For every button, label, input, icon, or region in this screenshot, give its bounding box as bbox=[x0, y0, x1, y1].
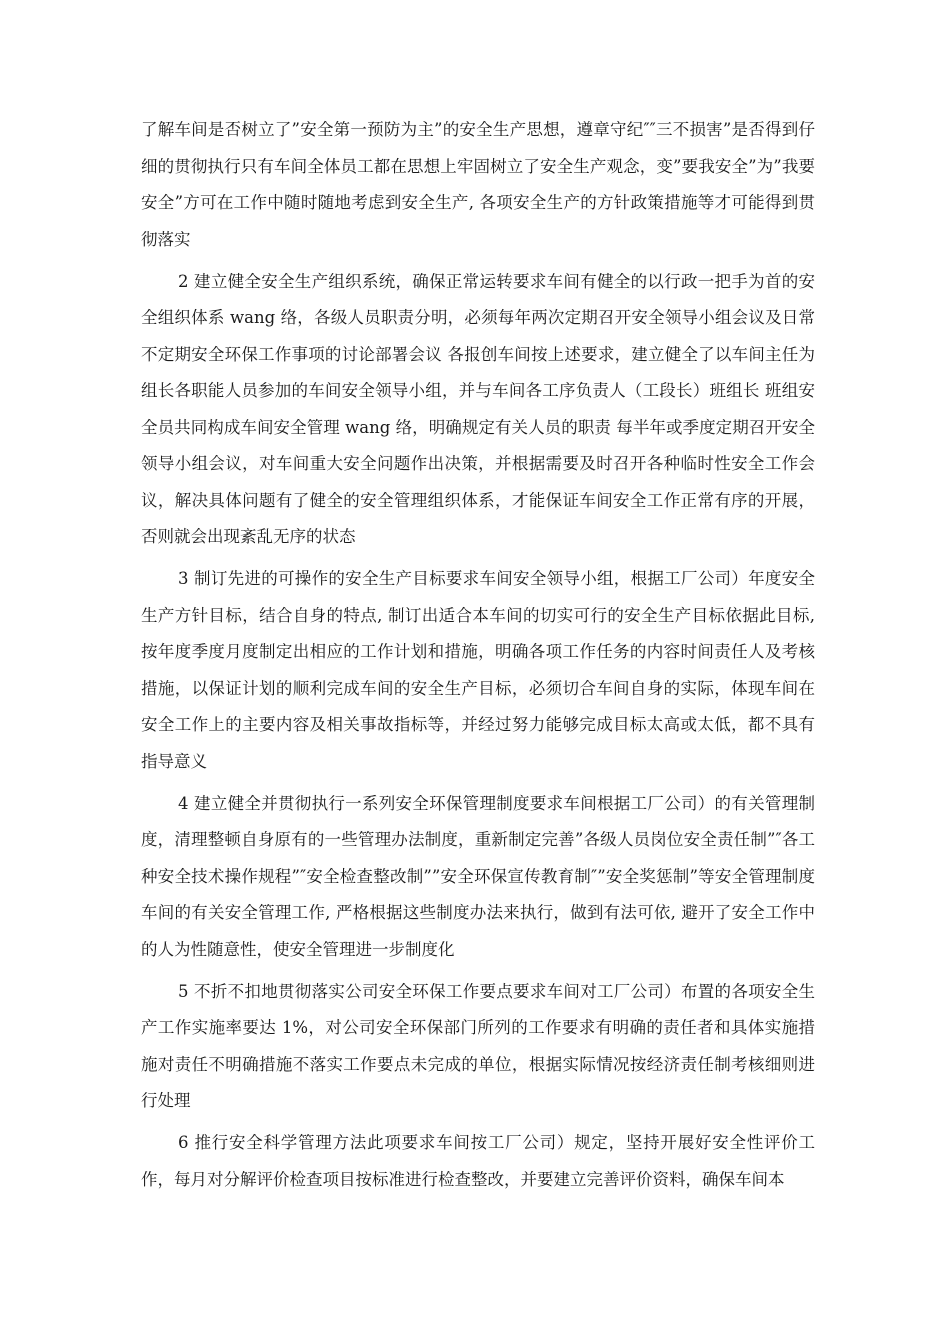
paragraph-3-safety-targets: 3 制订先进的可操作的安全生产目标要求车间安全领导小组，根据工厂公司）年度安全生产方针目标，结合自身的特点, 制订出适合本车间的切实可行的安全生产目标依据此目标, 按年度季度月度制定出相应的工作计划和措施，明确各项工作任务的内容时间责任人及考核措施，以保证计划的顺利完成车间的安全生产目标，必须切合车间自身的实际，体现车间在安全工作上的主要内容及相关事故指标等，并经过努力能够完成目标太高或太低，都不具有指导意义 bbox=[141, 569, 815, 771]
paragraph-safety-awareness: 了解车间是否树立了”安全第一预防为主”的安全生产思想，遵章守纪″″三不损害”是否得到仔细的贯彻执行只有车间全体员工都在思想上牢固树立了安全生产观念，变”要我安全”为”我要安全”方可在工作中随时随地考虑到安全生产, 各项安全生产的方针政策措施等才可能得到贯彻落实 bbox=[141, 120, 815, 249]
document-body bbox=[141, 112, 815, 1204]
paragraph-6-scientific-management: 6 推行安全科学管理方法此项要求车间按工厂公司）规定，坚持开展好安全性评价工作，每月对分解评价检查项目按标准进行检查整改，并要建立完善评价资料，确保车间本 bbox=[141, 1133, 815, 1189]
paragraph-4-management-rules: 4 建立健全并贯彻执行一系列安全环保管理制度要求车间根据工厂公司）的有关管理制度，清理整顿自身原有的一些管理办法制度，重新制定完善”各级人员岗位安全责任制”″各工种安全技术操作规程”″安全检查整改制””安全环保宣传教育制″”安全奖惩制”等安全管理制度车间的有关安全管理工作, 严格根据这些制度办法来执行，做到有法可依, 避开了安全工作中的人为性随意性，使安全管理进一步制度化 bbox=[141, 793, 815, 959]
paragraph-5-work-points: 5 不折不扣地贯彻落实公司安全环保工作要点要求车间对工厂公司）布置的各项安全生产工作实施率要达 1%，对公司安全环保部门所列的工作要求有明确的责任者和具体实施措施对责任不明确措施不落实工作要点未完成的单位，根据实际情况按经济责任制考核细则进行处理 bbox=[141, 981, 815, 1110]
paragraph-2-safety-organization: 2 建立健全安全生产组织系统，确保正常运转要求车间有健全的以行政一把手为首的安全组织体系 wang 络，各级人员职责分明，必须每年两次定期召开安全领导小组会议及日常不定期安全环保工作事项的讨论部署会议 各报创车间按上述要求，建立健全了以车间主任为组长各职能人员参加的车间安全领导小组，并与车间各工序负责人（工段长）班组长 班组安全员共同构成车间安全管理 wang 络，明确规定有关人员的职责 每半年或季度定期召开安全领导小组会议，对车间重大安全问题作出决策，并根据需要及时召开各种临时性安全工作会议，解决具体问题有了健全的安全管理组织体系，才能保证车间安全工作正常有序的开展，否则就会出现紊乱无序的状态 bbox=[141, 271, 815, 546]
